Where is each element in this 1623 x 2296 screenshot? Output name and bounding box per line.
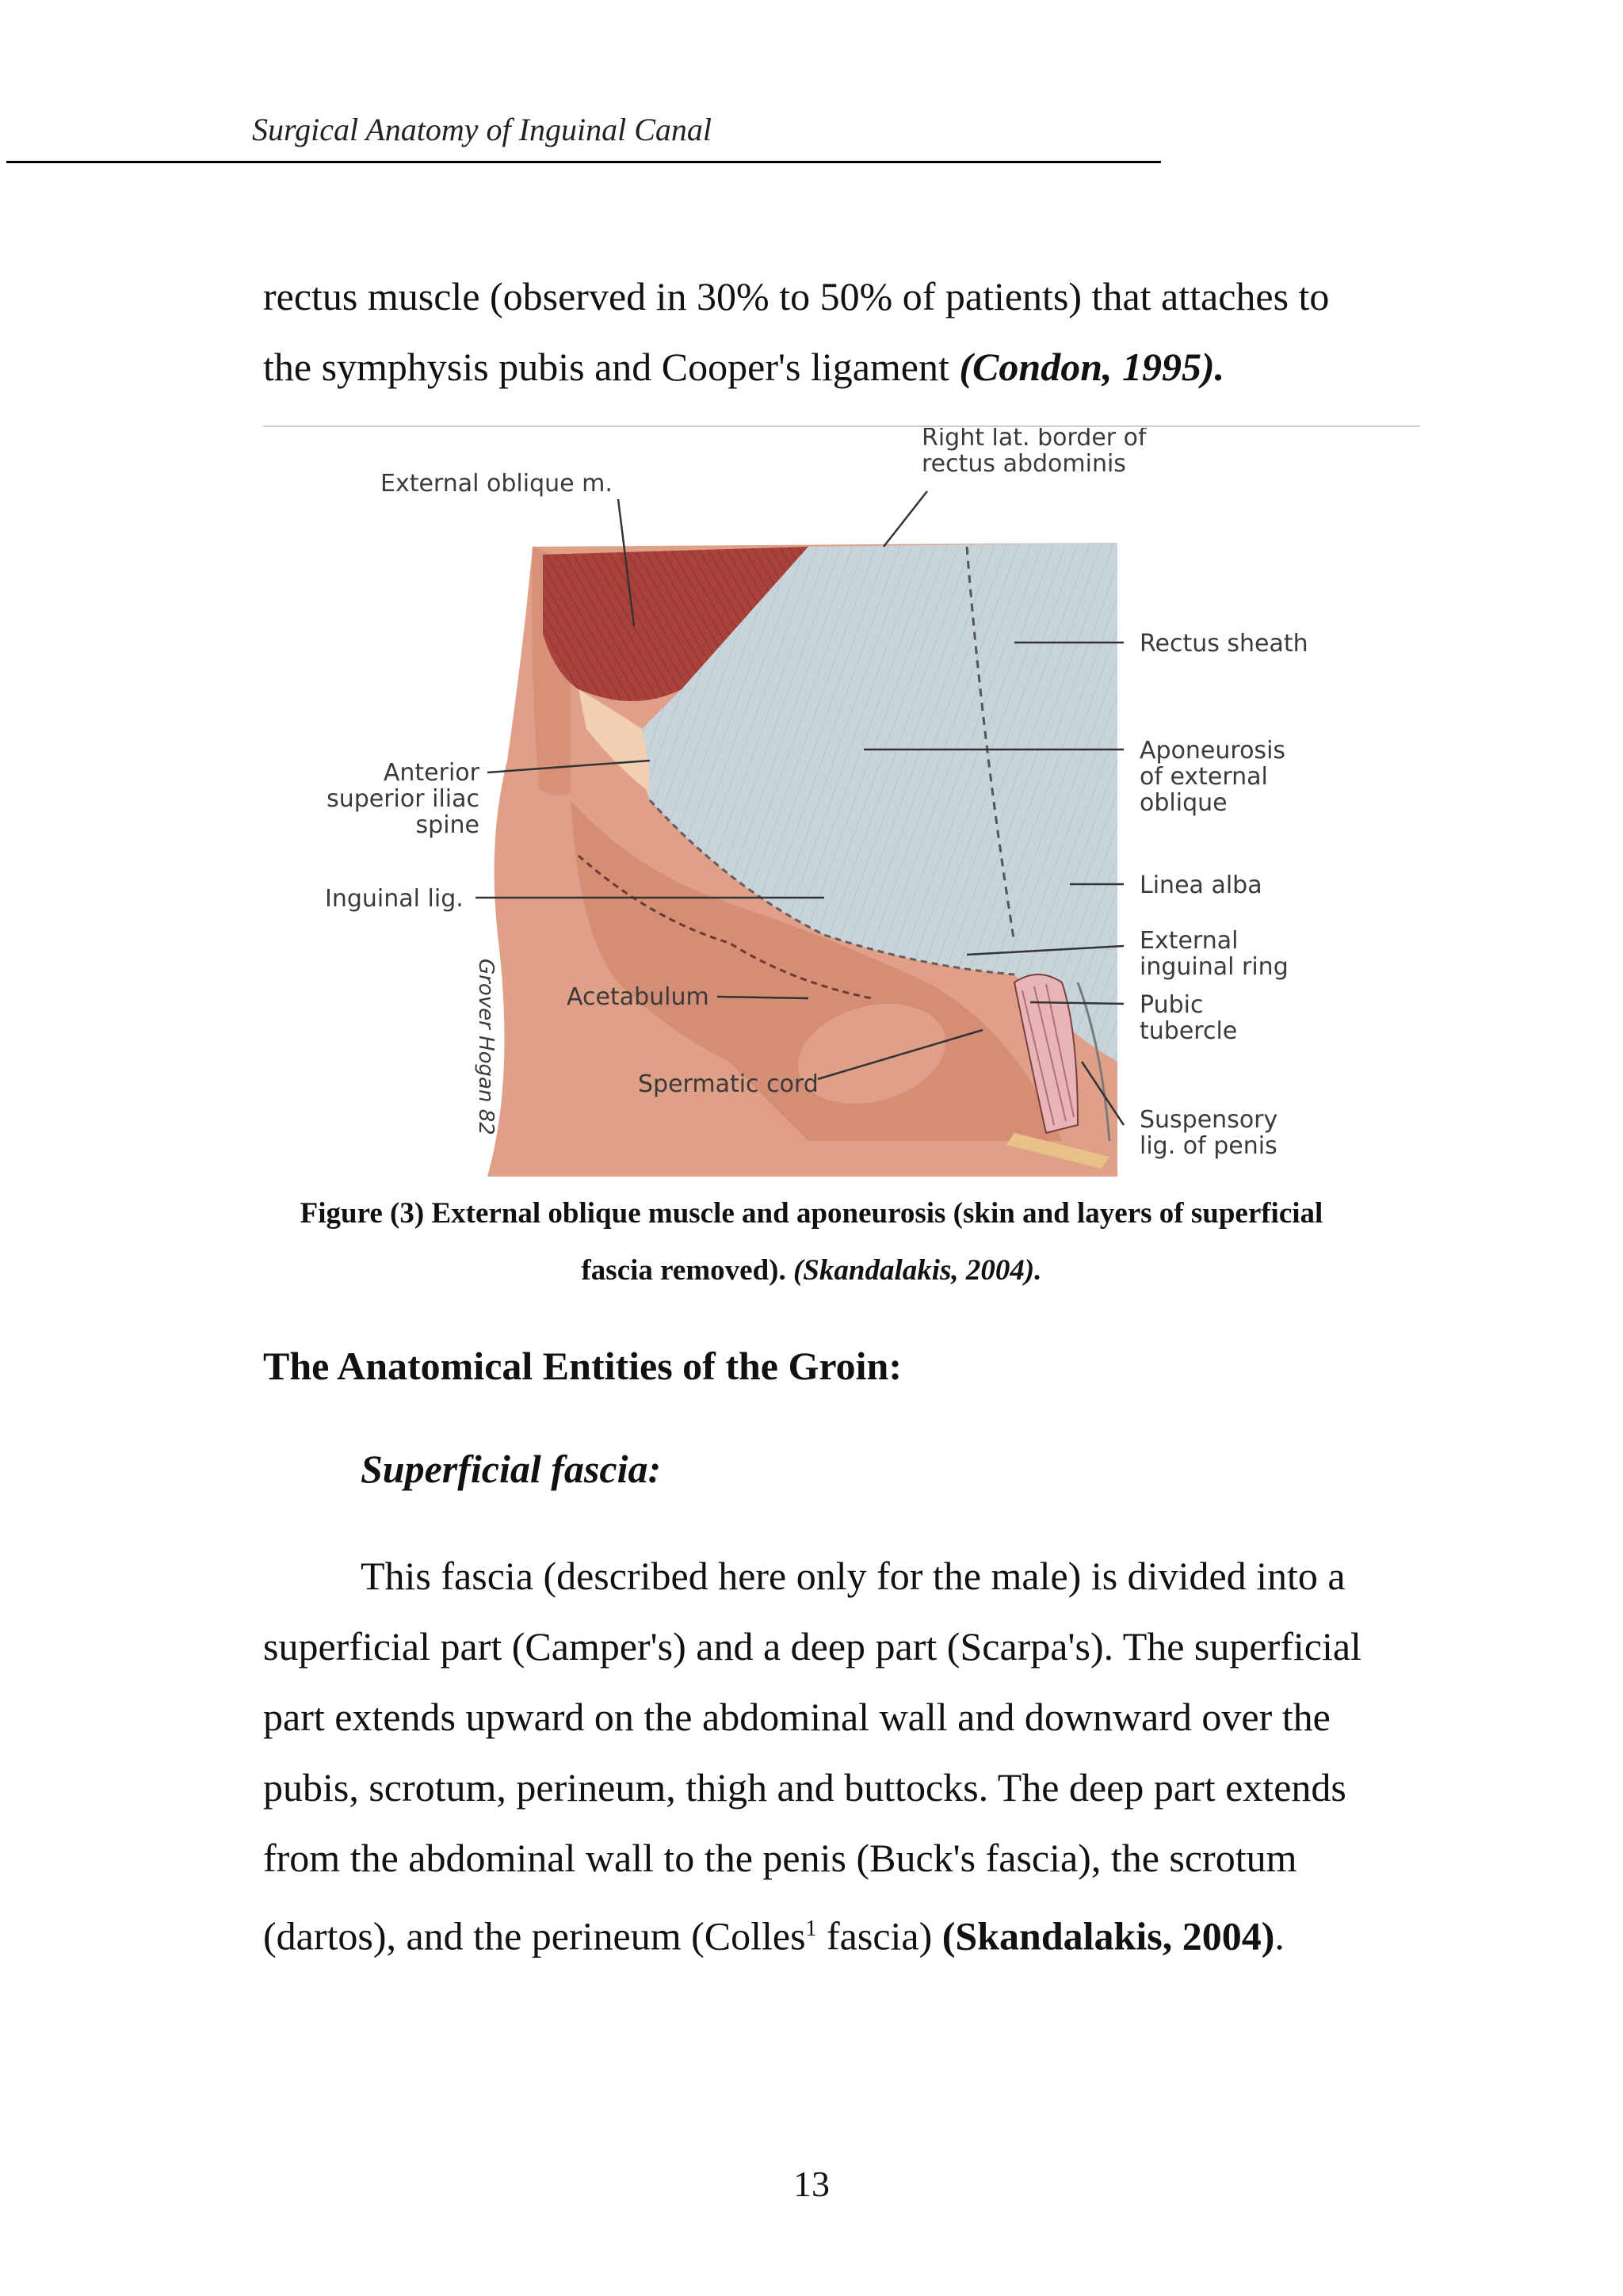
- body-line-1: This fascia (described here only for the male) is divided into a: [361, 1554, 1346, 1598]
- label-aponeurosis-1: Aponeurosis: [1140, 737, 1286, 765]
- body-citation: (Skandalakis, 2004): [941, 1913, 1275, 1958]
- label-rectus-sheath: Rectus sheath: [1140, 630, 1308, 658]
- label-spermatic-cord: Spermatic cord: [638, 1070, 819, 1098]
- label-ext-ring-2: inguinal ring: [1140, 953, 1289, 981]
- subsection-heading: Superficial fascia:: [361, 1447, 662, 1491]
- figure-caption-line-1: Figure (3) External oblique muscle and aponeurosis (skin and layers of superficial: [300, 1197, 1323, 1230]
- body-line-2: superficial part (Camper's) and a deep part (Scarpa's). The superficial: [263, 1624, 1361, 1669]
- section-heading: The Anatomical Entities of the Groin:: [263, 1344, 903, 1388]
- intro-citation: (Condon, 1995).: [959, 345, 1225, 389]
- body-line-6: [263, 1894, 1285, 1972]
- label-inguinal-lig: Inguinal lig.: [325, 885, 464, 913]
- body-line-6-b: fascia): [816, 1913, 942, 1958]
- figure-top-rule: [263, 425, 1420, 427]
- label-linea-alba: Linea alba: [1140, 871, 1262, 899]
- label-asis-2: superior iliac: [327, 785, 479, 813]
- caption-text: fascia removed).: [581, 1254, 793, 1287]
- figure-caption-line-2: [0, 1253, 1623, 1287]
- anatomical-figure: [317, 428, 1347, 1188]
- label-external-oblique: External oblique m.: [380, 470, 613, 498]
- label-ext-ring-1: External: [1140, 927, 1239, 955]
- label-aponeurosis-3: oblique: [1140, 789, 1228, 817]
- label-suspensory-2: lig. of penis: [1140, 1132, 1277, 1160]
- label-acetabulum: Acetabulum: [567, 983, 709, 1011]
- footnote-marker[interactable]: 1: [805, 1917, 817, 1941]
- label-right-lat-border-1: Right lat. border of: [922, 428, 1147, 452]
- label-pubic-1: Pubic: [1140, 991, 1204, 1019]
- body-line-3: part extends upward on the abdominal wall and downward over the: [263, 1695, 1331, 1739]
- body-line-4: pubis, scrotum, perineum, thigh and buttocks. The deep part extends: [263, 1765, 1346, 1810]
- label-pubic-2: tubercle: [1140, 1017, 1238, 1045]
- intro-line-1: rectus muscle (observed in 30% to 50% of patients) that attaches to: [263, 274, 1330, 318]
- page-number: 13: [793, 2164, 830, 2204]
- body-line-5: from the abdominal wall to the penis (Buck's fascia), the scrotum: [263, 1836, 1297, 1880]
- label-aponeurosis-2: of external: [1140, 763, 1268, 791]
- leader-right-lat-border: [884, 491, 927, 547]
- body-line-6-end: .: [1274, 1913, 1285, 1958]
- running-header: Surgical Anatomy of Inguinal Canal: [252, 112, 712, 147]
- label-asis-1: Anterior: [383, 759, 479, 787]
- label-suspensory-1: Suspensory: [1140, 1106, 1278, 1134]
- body-line-6-a: (dartos), and the perineum (Colles: [263, 1913, 806, 1958]
- caption-citation: (Skandalakis, 2004).: [792, 1254, 1042, 1287]
- intro-line-2-text: the symphysis pubis and Cooper's ligament: [263, 345, 960, 389]
- header-rule: [6, 161, 1161, 163]
- artist-signature: Grover Hogan 82: [474, 959, 498, 1135]
- label-asis-3: spine: [415, 811, 479, 839]
- label-right-lat-border-2: rectus abdominis: [922, 450, 1126, 478]
- intro-line-2: [263, 332, 1224, 402]
